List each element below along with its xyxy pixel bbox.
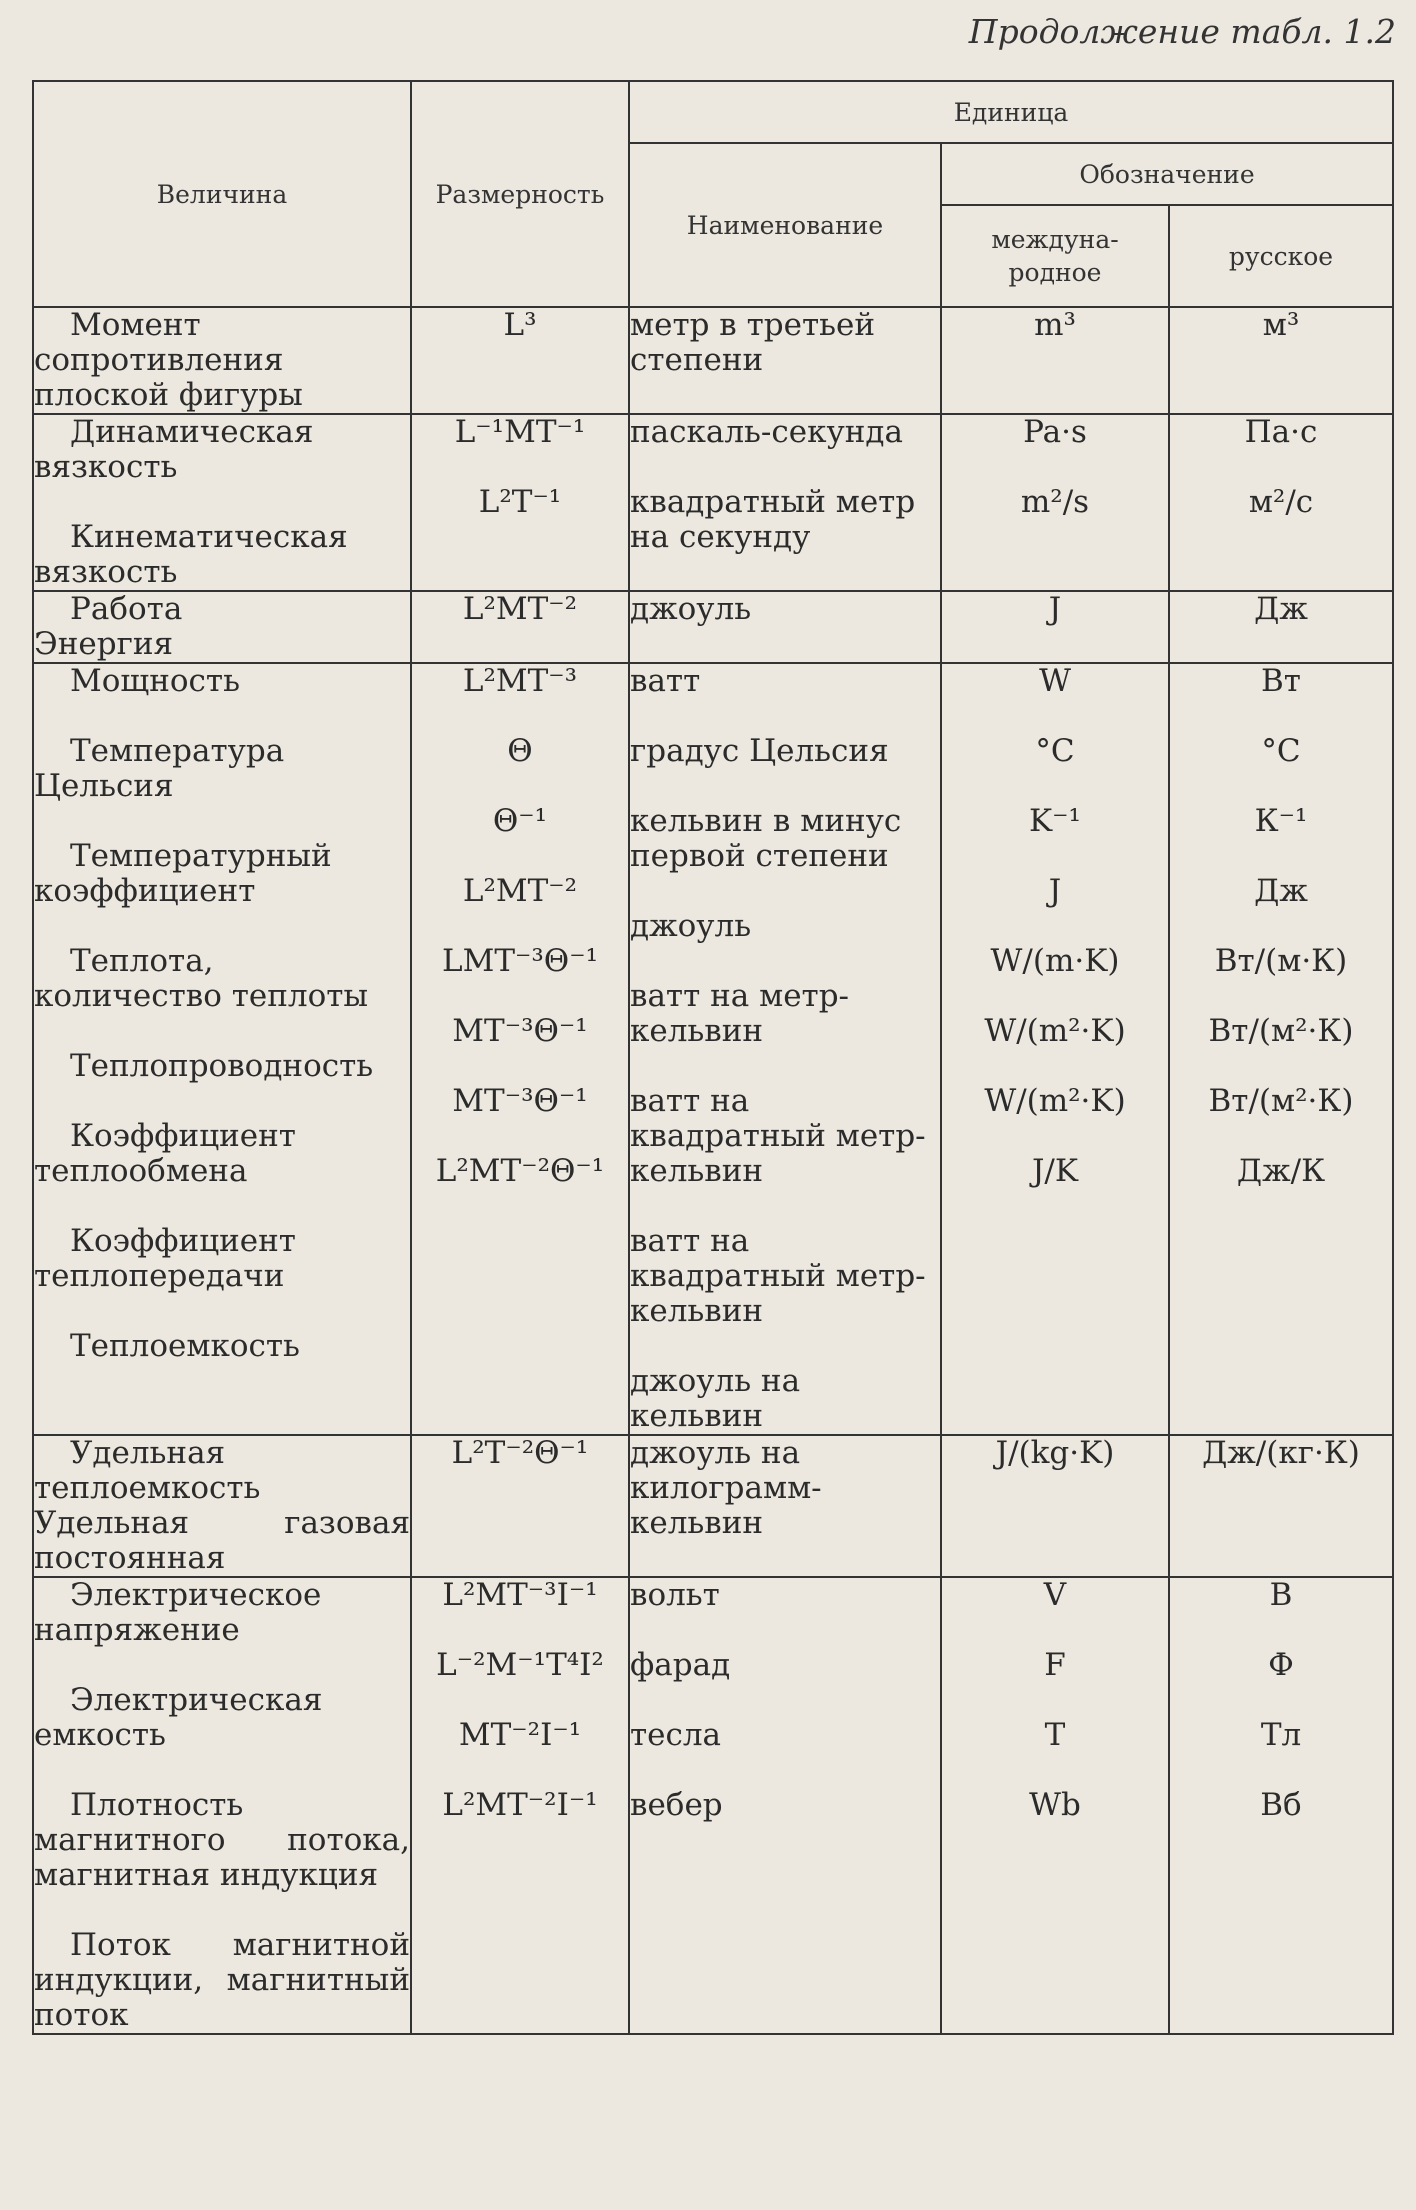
dimension-text: Θ⁻¹ xyxy=(492,803,548,839)
russian-text: Ф xyxy=(1268,1647,1294,1683)
table-group xyxy=(33,663,1393,1435)
quantity-text: Температурный коэффициент xyxy=(34,838,332,909)
cell-quantity xyxy=(33,663,411,1435)
cell-international xyxy=(941,307,1169,414)
cell-dimension xyxy=(411,1435,629,1577)
name-text: тесла xyxy=(630,1717,722,1753)
cell-name xyxy=(629,1577,941,2034)
quantity-text: Поток магнитной индукции, магнитный поток xyxy=(34,1927,410,2033)
cell-international xyxy=(941,1577,1169,2034)
quantity-text: Температура Цельсия xyxy=(34,733,285,804)
cell-international xyxy=(941,591,1169,663)
header-name: Наименование xyxy=(629,143,941,307)
cell-quantity xyxy=(33,307,411,414)
name-text: ватт на квадратный метр-кельвин xyxy=(630,1223,926,1329)
cell-dimension xyxy=(411,307,629,414)
dimension-text: L²MT⁻³ xyxy=(462,663,578,699)
header-unit: Единица xyxy=(629,81,1393,143)
quantity-text: Теплоемкость xyxy=(70,1328,300,1364)
international-text: W/(m·K) xyxy=(990,943,1120,979)
name-text: вольт xyxy=(630,1577,720,1613)
international-text: W/(m²·K) xyxy=(984,1013,1126,1049)
quantity-text: Теплопроводность xyxy=(70,1048,374,1084)
name-text: квадратный метр на секунду xyxy=(630,484,916,555)
international-text: J xyxy=(1048,591,1062,627)
international-text: °C xyxy=(1035,733,1075,769)
russian-text: Вт/(м²·К) xyxy=(1208,1013,1354,1049)
dimension-text: L²T⁻²Θ⁻¹ xyxy=(451,1435,589,1471)
cell-quantity xyxy=(33,1577,411,2034)
cell-quantity xyxy=(33,591,411,663)
cell-quantity xyxy=(33,414,411,591)
cell-quantity xyxy=(33,1435,411,1577)
dimension-text: MT⁻³Θ⁻¹ xyxy=(452,1013,588,1049)
quantity-text: Динамическая вязкость xyxy=(34,414,314,485)
russian-text: В xyxy=(1269,1577,1293,1613)
dimension-text: L²MT⁻²Θ⁻¹ xyxy=(435,1153,605,1189)
dimension-text: LMT⁻³Θ⁻¹ xyxy=(442,943,598,979)
cell-dimension xyxy=(411,414,629,591)
name-text: ватт на квадратный метр-кельвин xyxy=(630,1083,926,1189)
quantity-text: Электрическая емкость xyxy=(34,1682,323,1753)
cell-russian xyxy=(1169,591,1393,663)
cell-dimension xyxy=(411,1577,629,2034)
international-text: T xyxy=(1044,1717,1066,1753)
cell-russian xyxy=(1169,307,1393,414)
russian-text: Дж xyxy=(1254,873,1308,909)
name-text: градус Цельсия xyxy=(630,733,889,769)
dimension-text: MT⁻²I⁻¹ xyxy=(458,1717,582,1753)
dimension-text: MT⁻³Θ⁻¹ xyxy=(452,1083,588,1119)
name-text: паскаль-секунда xyxy=(630,414,903,450)
cell-dimension xyxy=(411,663,629,1435)
international-text: V xyxy=(1043,1577,1067,1613)
header-designation: Обозначение xyxy=(941,143,1393,205)
quantity-text: Мощность xyxy=(70,663,240,699)
name-text: метр в третьей степени xyxy=(630,307,875,378)
cell-name xyxy=(629,414,941,591)
dimension-text: L⁻¹MT⁻¹ xyxy=(454,414,586,450)
dimension-text: L²MT⁻² xyxy=(462,591,578,627)
table-caption: Продолжение табл. 1.2 xyxy=(968,12,1396,51)
cell-international xyxy=(941,663,1169,1435)
international-text: J/(kg·K) xyxy=(995,1435,1115,1471)
russian-text: Па·с xyxy=(1244,414,1318,450)
international-text: F xyxy=(1044,1647,1066,1683)
cell-name xyxy=(629,307,941,414)
name-text: кельвин в минус первой степени xyxy=(630,803,902,874)
quantity-text: Электрическое напряжение xyxy=(34,1577,322,1648)
name-text: ватт xyxy=(630,663,701,699)
cell-international xyxy=(941,1435,1169,1577)
russian-text: Тл xyxy=(1260,1717,1302,1753)
header-quantity: Величина xyxy=(33,81,411,307)
international-text: Pa·s xyxy=(1023,414,1087,450)
international-text: W xyxy=(1039,663,1071,699)
russian-text: Вб xyxy=(1260,1787,1302,1823)
international-text: W/(m²·K) xyxy=(984,1083,1126,1119)
name-text: джоуль xyxy=(630,908,752,944)
russian-text: Дж xyxy=(1254,591,1308,627)
name-text: джоуль на килограмм-кельвин xyxy=(630,1435,822,1541)
international-text: J xyxy=(1048,873,1062,909)
dimension-text: L²MT⁻³I⁻¹ xyxy=(442,1577,598,1613)
cell-international xyxy=(941,414,1169,591)
international-text: J/K xyxy=(1031,1153,1079,1189)
table-body xyxy=(33,307,1393,2034)
russian-text: К⁻¹ xyxy=(1254,803,1308,839)
name-text: ватт на метр-кельвин xyxy=(630,978,850,1049)
international-text: m³ xyxy=(1034,307,1076,343)
russian-text: °С xyxy=(1261,733,1301,769)
name-text: джоуль на кельвин xyxy=(630,1363,801,1434)
name-text: джоуль xyxy=(630,591,752,627)
quantity-text: Коэффициент теплообмена xyxy=(34,1118,296,1189)
international-text: Wb xyxy=(1029,1787,1081,1823)
header-dimension: Размерность xyxy=(411,81,629,307)
quantity-text: Плотность магнитного потока, магнитная индукция xyxy=(34,1787,410,1893)
quantity-text: Теплота, количество теплоты xyxy=(34,943,369,1014)
name-text: фарад xyxy=(630,1647,731,1683)
quantity-text: Момент сопротивления плоской фигуры xyxy=(34,307,303,413)
russian-text: Вт/(м·К) xyxy=(1214,943,1348,979)
quantity-text: Работа Энергия xyxy=(34,591,183,662)
dimension-text: L²MT⁻² xyxy=(462,873,578,909)
header-international: междуна- родное xyxy=(941,205,1169,307)
russian-text: Вт/(м²·К) xyxy=(1208,1083,1354,1119)
table-group xyxy=(33,307,1393,414)
table-group xyxy=(33,591,1393,663)
cell-russian xyxy=(1169,1435,1393,1577)
cell-russian xyxy=(1169,1577,1393,2034)
cell-name xyxy=(629,591,941,663)
quantity-text: Кинематическая вязкость xyxy=(34,519,348,590)
cell-name xyxy=(629,663,941,1435)
table-group xyxy=(33,1577,1393,2034)
name-text: вебер xyxy=(630,1787,723,1823)
dimension-text: L²T⁻¹ xyxy=(478,484,562,520)
units-table xyxy=(32,80,1394,2035)
russian-text: м²/с xyxy=(1248,484,1314,520)
cell-name xyxy=(629,1435,941,1577)
dimension-text: Θ xyxy=(507,733,533,769)
dimension-text: L²MT⁻²I⁻¹ xyxy=(442,1787,598,1823)
dimension-text: L³ xyxy=(503,307,537,343)
international-text: m²/s xyxy=(1020,484,1090,520)
cell-dimension xyxy=(411,591,629,663)
header-russian: русское xyxy=(1169,205,1393,307)
quantity-text: Коэффициент теплопередачи xyxy=(34,1223,296,1294)
cell-russian xyxy=(1169,663,1393,1435)
russian-text: Вт xyxy=(1261,663,1301,699)
international-text: K⁻¹ xyxy=(1029,803,1081,839)
table-group xyxy=(33,414,1393,591)
russian-text: м³ xyxy=(1262,307,1300,343)
quantity-text: Удельная теплоемкость Удельная газовая постоянная xyxy=(34,1435,410,1576)
russian-text: Дж/(кг·К) xyxy=(1202,1435,1360,1471)
table-group xyxy=(33,1435,1393,1577)
cell-russian xyxy=(1169,414,1393,591)
russian-text: Дж/К xyxy=(1236,1153,1326,1189)
dimension-text: L⁻²M⁻¹T⁴I² xyxy=(436,1647,604,1683)
